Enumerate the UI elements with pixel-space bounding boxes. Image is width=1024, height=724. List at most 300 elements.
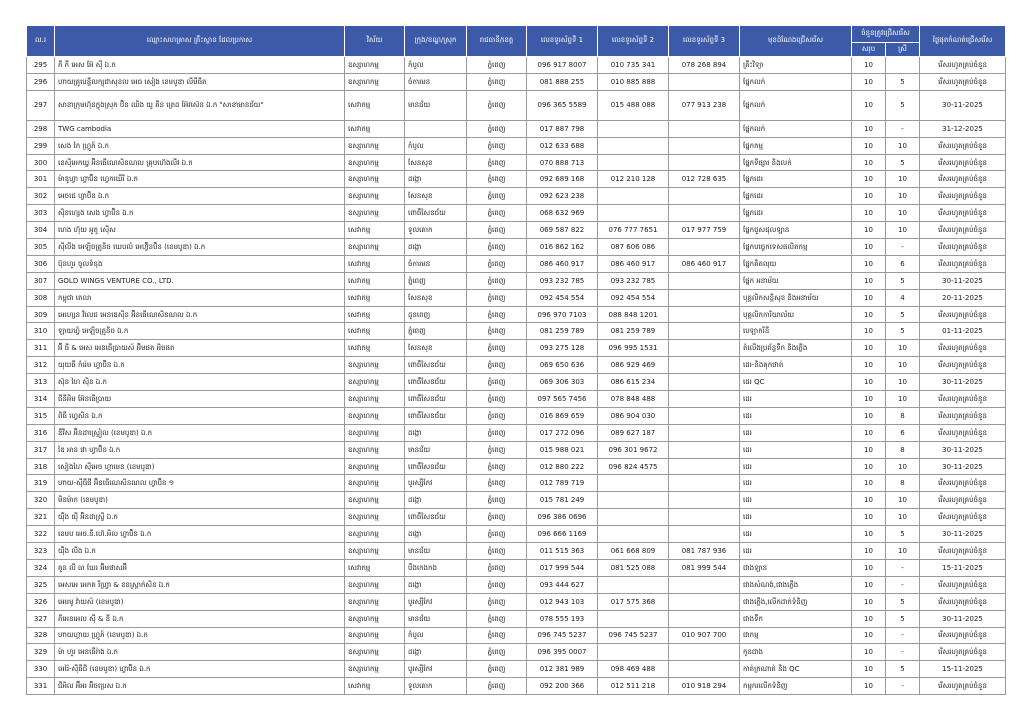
cell-province: ភ្នំពេញ (467, 593, 527, 610)
cell-province: ភ្នំពេញ (467, 576, 527, 593)
cell-name: GOLD WINGS VENTURE CO., LTD. (55, 272, 345, 289)
cell-no: 299 (27, 137, 55, 154)
cell-phone2 (598, 137, 669, 154)
cell-female: - (886, 559, 920, 576)
cell-deadline: រើសរហូតគ្រប់ចំនួន (920, 340, 1006, 357)
cell-district: ពោធិ៍សែនជ័យ (405, 205, 467, 222)
cell-female: 10 (886, 391, 920, 408)
cell-phone1: 017 272 096 (527, 424, 598, 441)
cell-deadline: រើសរហូតគ្រប់ចំនួន (920, 475, 1006, 492)
cell-female: 10 (886, 340, 920, 357)
table-row (27, 154, 1006, 171)
cell-district: ពោធិ៍សែនជ័យ (405, 509, 467, 526)
cell-phone3 (669, 323, 740, 340)
cell-name: ឌៃ អាន ផា ហ្វាប៊ិន ឯ.ក (55, 441, 345, 458)
cell-phone1: 069 306 303 (527, 374, 598, 391)
cell-no: 313 (27, 374, 55, 391)
table-row (27, 407, 1006, 424)
cell-name: ហេង ហ៊ុយ អូតូ ស៊ើស (55, 222, 345, 239)
cell-position: ដេរ (740, 543, 852, 560)
header-total: សរុប (852, 43, 886, 57)
cell-phone3: 078 268 894 (669, 57, 740, 74)
cell-sector: ឧស្សាហកម្ម (345, 374, 405, 391)
cell-name: ម៉ាឌូហ្វា ហ្វាប៊ិន ហ្វេកឃើរី ឯ.ក (55, 171, 345, 188)
cell-deadline: រើសរហូតគ្រប់ចំនួន (920, 644, 1006, 661)
cell-position: កម្មករលើកទំនិញ (740, 678, 852, 695)
cell-phone1: 096 745 5237 (527, 627, 598, 644)
cell-phone1: 093 444 627 (527, 576, 598, 593)
cell-name: អេមមូ វ៉ាយស៍ (ខេមបូឌា) (55, 593, 345, 610)
cell-total: 10 (852, 90, 886, 120)
cell-deadline: 30-11-2025 (920, 526, 1006, 543)
cell-position: ដេរ QC (740, 374, 852, 391)
cell-deadline: រើសរហូតគ្រប់ចំនួន (920, 255, 1006, 272)
cell-phone2: 086 929 469 (598, 357, 669, 374)
cell-female: 5 (886, 272, 920, 289)
cell-total: 10 (852, 272, 886, 289)
cell-phone2: 010 735 341 (598, 57, 669, 74)
table-row (27, 222, 1006, 239)
cell-district: មានជ័យ (405, 543, 467, 560)
cell-phone3 (669, 374, 740, 391)
cell-position: កូនជាង (740, 644, 852, 661)
cell-name: អេសអេ អេកត រីហ្វ្រា & ខនស្ត្រាក់សិន ឯ.ក (55, 576, 345, 593)
cell-deadline: រើសរហូតគ្រប់ចំនួន (920, 222, 1006, 239)
cell-no: 300 (27, 154, 55, 171)
cell-position: ជាងឡាន (740, 559, 852, 576)
cell-name: ហាយគ្រូបេន្ទីលក្សុជាសុខល អេធ សៀង ខេមបូឌា លីមីធីត (55, 73, 345, 90)
cell-sector: សេវាកម្ម (345, 120, 405, 137)
header-name: ឈ្មោះសហគ្រាស គ្រឹះស្ថាន ដែលប្រកាស (55, 26, 345, 57)
cell-sector: ឧស្សាហកម្ម (345, 73, 405, 90)
cell-position: បេឡាករិនី (740, 323, 852, 340)
cell-no: 296 (27, 73, 55, 90)
cell-phone1: 012 633 688 (527, 137, 598, 154)
cell-total: 10 (852, 407, 886, 424)
cell-name: ខេស៊ីអេកឃ្វ អ៊ិនធើណេសិនណល គ្រុបហ៊េងលីវ ឯ.ក (55, 154, 345, 171)
cell-sector: ឧស្សាហកម្ម (345, 543, 405, 560)
cell-no: 322 (27, 526, 55, 543)
cell-phone3 (669, 407, 740, 424)
cell-phone2: 061 668 809 (598, 543, 669, 560)
cell-no: 318 (27, 458, 55, 475)
cell-female: 10 (886, 222, 920, 239)
cell-position: ផ្នែកដេរ (740, 171, 852, 188)
cell-phone3: 010 907 700 (669, 627, 740, 644)
cell-sector: ឧស្សាហកម្ម (345, 644, 405, 661)
table-row (27, 627, 1006, 644)
cell-female: 10 (886, 171, 920, 188)
cell-phone3: 010 918 294 (669, 678, 740, 695)
table-row (27, 661, 1006, 678)
cell-total: 10 (852, 610, 886, 627)
table-row (27, 357, 1006, 374)
cell-phone1: 012 943 103 (527, 593, 598, 610)
cell-phone1: 092 200 366 (527, 678, 598, 695)
cell-district: កំបូល (405, 137, 467, 154)
cell-phone1: 070 888 713 (527, 154, 598, 171)
cell-name: ម៉ា ហួរ អេនធើរ៉ាង ឯ.ក (55, 644, 345, 661)
cell-phone1: 069 587 822 (527, 222, 598, 239)
cell-province: ភ្នំពេញ (467, 424, 527, 441)
cell-female: 5 (886, 661, 920, 678)
cell-phone2: 086 615 234 (598, 374, 669, 391)
cell-no: 321 (27, 509, 55, 526)
cell-phone2 (598, 120, 669, 137)
cell-province: ភ្នំពេញ (467, 407, 527, 424)
cell-province: ភ្នំពេញ (467, 357, 527, 374)
cell-district: ពោធិ៍សែនជ័យ (405, 407, 467, 424)
cell-deadline: 30-11-2025 (920, 441, 1006, 458)
cell-deadline: រើសរហូតគ្រប់ចំនួន (920, 73, 1006, 90)
cell-sector: ឧស្សាហកម្ម (345, 205, 405, 222)
cell-deadline: រើសរហូតគ្រប់ចំនួន (920, 171, 1006, 188)
cell-sector: សេវាកម្ម (345, 222, 405, 239)
table-row (27, 644, 1006, 661)
cell-female: - (886, 678, 920, 695)
header-province: រាជធានី/ខេត្ត (467, 26, 527, 57)
cell-total: 10 (852, 73, 886, 90)
cell-phone3 (669, 475, 740, 492)
cell-female: 10 (886, 137, 920, 154)
header-phone2: លេខទូរស័ព្ទទី 2 (598, 26, 669, 57)
cell-sector: ឧស្សាហកម្ម (345, 441, 405, 458)
cell-no: 298 (27, 120, 55, 137)
cell-phone2 (598, 188, 669, 205)
table-row (27, 120, 1006, 137)
cell-phone3 (669, 340, 740, 357)
cell-deadline: រើសរហូតគ្រប់ចំនួន (920, 188, 1006, 205)
cell-phone3 (669, 644, 740, 661)
cell-phone2: 096 301 9672 (598, 441, 669, 458)
cell-no: 310 (27, 323, 55, 340)
cell-phone1: 081 888 255 (527, 73, 598, 90)
cell-total: 10 (852, 678, 886, 695)
cell-province: ភ្នំពេញ (467, 391, 527, 408)
cell-province: ភ្នំពេញ (467, 475, 527, 492)
cell-female: - (886, 576, 920, 593)
cell-name: ឌីវីស អ៊ិនដាស្ទ្រៀល (ខេមបូឌា) ឯ.ក (55, 424, 345, 441)
cell-name: យ៉ឺង យ៉ី អ៊ិនដាស្ទ្រី ឯ.ក (55, 509, 345, 526)
header-position: មុខដំណែងជ្រើសរើស (740, 26, 852, 57)
cell-phone3 (669, 73, 740, 90)
cell-deadline: 30-11-2025 (920, 272, 1006, 289)
cell-position: ផ្នែកលក់ (740, 120, 852, 137)
cell-name: ប៊ុនហួរ ចូលទំនុង (55, 255, 345, 272)
cell-position: ដេរ (740, 391, 852, 408)
cell-province: ភ្នំពេញ (467, 171, 527, 188)
cell-phone3 (669, 492, 740, 509)
cell-name: យុយធី កំរ៉េម ហ្វាប៊ិន ឯ.ក (55, 357, 345, 374)
cell-name: អេរ៉ៃ-ស៊ីធីជី (ខេមបូឌា) ហ្វាប៊ិន ឯ.ក (55, 661, 345, 678)
cell-phone2: 078 848 488 (598, 391, 669, 408)
cell-total: 10 (852, 120, 886, 137)
cell-phone3 (669, 576, 740, 593)
cell-deadline: រើសរហូតគ្រប់ចំនួន (920, 57, 1006, 74)
cell-total: 10 (852, 526, 886, 543)
cell-phone2: 017 575 368 (598, 593, 669, 610)
cell-phone3: 081 999 544 (669, 559, 740, 576)
cell-no: 315 (27, 407, 55, 424)
cell-phone2: 081 525 088 (598, 559, 669, 576)
cell-position: ដេរ (740, 407, 852, 424)
cell-sector: ឧស្សាហកម្ម (345, 593, 405, 610)
cell-sector: សេវាកម្ម (345, 272, 405, 289)
cell-district: សែនសុខ (405, 289, 467, 306)
table-row (27, 239, 1006, 256)
cell-phone3 (669, 458, 740, 475)
table-row (27, 323, 1006, 340)
cell-sector: សេវាកម្ម (345, 306, 405, 323)
cell-phone2: 012 511 218 (598, 678, 669, 695)
cell-total: 10 (852, 424, 886, 441)
table-row (27, 90, 1006, 120)
table-row (27, 391, 1006, 408)
cell-female: 10 (886, 374, 920, 391)
table-row (27, 374, 1006, 391)
cell-sector: ឧស្សាហកម្ម (345, 357, 405, 374)
table-row (27, 492, 1006, 509)
cell-deadline: រើសរហូតគ្រប់ចំនួន (920, 627, 1006, 644)
cell-district: ពោធិ៍សែនជ័យ (405, 458, 467, 475)
cell-province: ភ្នំពេញ (467, 73, 527, 90)
cell-district: មានជ័យ (405, 610, 467, 627)
cell-female: 6 (886, 255, 920, 272)
cell-province: ភ្នំពេញ (467, 559, 527, 576)
cell-phone2 (598, 526, 669, 543)
cell-position: ដេរ (740, 424, 852, 441)
cell-phone2: 015 488 088 (598, 90, 669, 120)
cell-sector: សេវាកម្ម (345, 90, 405, 120)
cell-name: ឡាយហ្វ៍ អេឡិចត្រូនិច ឯ.ក (55, 323, 345, 340)
cell-district: ពោធិ៍សែនជ័យ (405, 391, 467, 408)
cell-province: ភ្នំពេញ (467, 543, 527, 560)
cell-total: 10 (852, 593, 886, 610)
cell-phone1: 012 789 719 (527, 475, 598, 492)
cell-position: ផ្នែកទីផ្សារ និងលក់ (740, 154, 852, 171)
cell-female: 10 (886, 458, 920, 475)
cell-sector: ឧស្សាហកម្ម (345, 391, 405, 408)
cell-no: 308 (27, 289, 55, 306)
cell-district: ទួលគោក (405, 678, 467, 695)
cell-district: សែនសុខ (405, 188, 467, 205)
cell-position: ដេរ (740, 441, 852, 458)
table-row (27, 188, 1006, 205)
cell-deadline: រើសរហូតគ្រប់ចំនួន (920, 509, 1006, 526)
table-row (27, 73, 1006, 90)
cell-female (886, 57, 920, 74)
cell-province: ភ្នំពេញ (467, 272, 527, 289)
cell-phone3 (669, 661, 740, 678)
cell-phone2 (598, 205, 669, 222)
cell-district: ដង្កោ (405, 644, 467, 661)
cell-district: កំបូល (405, 627, 467, 644)
cell-position: ជាកម្ម (740, 627, 852, 644)
cell-total: 10 (852, 357, 886, 374)
cell-female: 5 (886, 593, 920, 610)
cell-no: 297 (27, 90, 55, 120)
cell-total: 10 (852, 255, 886, 272)
cell-total: 10 (852, 222, 886, 239)
cell-phone1: 012 381 989 (527, 661, 598, 678)
cell-total: 10 (852, 458, 886, 475)
cell-female: - (886, 239, 920, 256)
cell-province: ភ្នំពេញ (467, 120, 527, 137)
cell-sector: ឧស្សាហកម្ម (345, 509, 405, 526)
cell-district: បូរស្សីកែវ (405, 475, 467, 492)
cell-no: 304 (27, 222, 55, 239)
cell-female: - (886, 627, 920, 644)
cell-sector: ឧស្សាហកម្ម (345, 188, 405, 205)
cell-name: ពិធី ហ្វេសិន ឯ.ក (55, 407, 345, 424)
table-row (27, 593, 1006, 610)
cell-phone2 (598, 154, 669, 171)
cell-female: 8 (886, 407, 920, 424)
cell-female: 8 (886, 441, 920, 458)
cell-district: បូរស្សីកែវ (405, 593, 467, 610)
cell-district: ដង្កោ (405, 526, 467, 543)
cell-sector: ឧស្សាហកម្ម (345, 492, 405, 509)
cell-phone3 (669, 120, 740, 137)
table-row (27, 289, 1006, 306)
table-row (27, 340, 1006, 357)
cell-name: ស៊ិនហ្សេង សេង ហ្វាប៊ិន ឯ.ក (55, 205, 345, 222)
cell-sector: ឧស្សាហកម្ម (345, 610, 405, 627)
cell-no: 303 (27, 205, 55, 222)
cell-position: គ្រឹះវិទ្យា (740, 57, 852, 74)
cell-female: 5 (886, 154, 920, 171)
cell-phone1: 092 623 238 (527, 188, 598, 205)
cell-female: 10 (886, 509, 920, 526)
cell-phone1: 086 460 917 (527, 255, 598, 272)
header-no: ល.រ (27, 26, 55, 57)
cell-no: 305 (27, 239, 55, 256)
cell-sector: ឧស្សាហកម្ម (345, 239, 405, 256)
cell-no: 309 (27, 306, 55, 323)
cell-deadline: រើសរហូតគ្រប់ចំនួន (920, 424, 1006, 441)
cell-phone2 (598, 509, 669, 526)
cell-name: អេចជេ ហ្វាប៊ិន ឯ.ក (55, 188, 345, 205)
cell-province: ភ្នំពេញ (467, 154, 527, 171)
cell-phone2: 086 460 917 (598, 255, 669, 272)
cell-name: ភី ភី អេស អ៊ែ ស៊ី ឯ.ក (55, 57, 345, 74)
cell-sector: ឧស្សាហកម្ម (345, 661, 405, 678)
cell-phone1: 097 565 7456 (527, 391, 598, 408)
cell-total: 10 (852, 323, 886, 340)
cell-position: ដេរ (740, 526, 852, 543)
cell-name: អេហ្សេន វិលេជ អេនឌេស៊ីន អ៊ិនធើណេសិនណល ឯ.ក (55, 306, 345, 323)
cell-district: ពោធិ៍សែនជ័យ (405, 357, 467, 374)
table-row (27, 441, 1006, 458)
cell-district: ទួលគោក (405, 222, 467, 239)
cell-sector: សេវាកម្ម (345, 678, 405, 695)
cell-province: ភ្នំពេញ (467, 188, 527, 205)
cell-sector: ឧស្សាហកម្ម (345, 424, 405, 441)
cell-female: - (886, 120, 920, 137)
cell-total: 10 (852, 171, 886, 188)
cell-no: 325 (27, 576, 55, 593)
cell-phone2: 096 995 1531 (598, 340, 669, 357)
cell-total: 10 (852, 289, 886, 306)
cell-deadline: រើសរហូតគ្រប់ចំនួន (920, 137, 1006, 154)
cell-name: TWG cambodia (55, 120, 345, 137)
cell-province: ភ្នំពេញ (467, 239, 527, 256)
cell-position: ដេរ-និងគុកថាត់ (740, 357, 852, 374)
cell-sector: ឧស្សាហកម្ម (345, 576, 405, 593)
cell-province: ភ្នំពេញ (467, 306, 527, 323)
header-deadline: ថ្ងៃផុតកំណត់ជ្រើសរើស (920, 26, 1006, 57)
cell-phone2: 076 777 7651 (598, 222, 669, 239)
cell-total: 10 (852, 137, 886, 154)
cell-phone3 (669, 289, 740, 306)
cell-sector: ឧស្សាហកម្ម (345, 57, 405, 74)
cell-province: ភ្នំពេញ (467, 492, 527, 509)
cell-deadline: រើសរហូតគ្រប់ចំនួន (920, 407, 1006, 424)
cell-phone3 (669, 526, 740, 543)
cell-province: ភ្នំពេញ (467, 90, 527, 120)
cell-sector: ឧស្សាហកម្ម (345, 407, 405, 424)
table-row (27, 306, 1006, 323)
cell-female: - (886, 644, 920, 661)
cell-position: តំលើងប្រព័ន្ធទឹក និងភ្លើង (740, 340, 852, 357)
cell-sector: ឧស្សាហកម្ម (345, 526, 405, 543)
cell-district: មានជ័យ (405, 90, 467, 120)
header-sector: វិស័យ (345, 26, 405, 57)
cell-sector: សេវាកម្ម (345, 323, 405, 340)
cell-phone3 (669, 610, 740, 627)
cell-province: ភ្នំពេញ (467, 374, 527, 391)
cell-sector: ឧស្សាហកម្ម (345, 627, 405, 644)
header-district: ក្រុង/ខណ្ឌ/ស្រុក (405, 26, 467, 57)
cell-deadline: រើសរហូតគ្រប់ចំនួន (920, 391, 1006, 408)
cell-deadline: រើសរហូតគ្រប់ចំនួន (920, 543, 1006, 560)
cell-phone3 (669, 239, 740, 256)
cell-phone2 (598, 644, 669, 661)
cell-total: 10 (852, 188, 886, 205)
cell-female: 10 (886, 357, 920, 374)
cell-province: ភ្នំពេញ (467, 678, 527, 695)
cell-total: 10 (852, 441, 886, 458)
cell-phone1: 093 232 785 (527, 272, 598, 289)
cell-phone2 (598, 610, 669, 627)
cell-district: ពោធិ៍សែនជ័យ (405, 374, 467, 391)
cell-total: 10 (852, 306, 886, 323)
cell-name: សៀងហៃ ស៊ីអេច ហ្គាមេន (ខេមបូឌា) (55, 458, 345, 475)
cell-female: 5 (886, 323, 920, 340)
cell-no: 317 (27, 441, 55, 458)
cell-position: ដេរ (740, 458, 852, 475)
cell-no: 301 (27, 171, 55, 188)
table-row (27, 509, 1006, 526)
cell-phone3: 081 787 936 (669, 543, 740, 560)
cell-phone3 (669, 306, 740, 323)
cell-total: 10 (852, 509, 886, 526)
cell-no: 324 (27, 559, 55, 576)
cell-phone2: 089 627 187 (598, 424, 669, 441)
cell-deadline: 15-11-2025 (920, 661, 1006, 678)
cell-province: ភ្នំពេញ (467, 661, 527, 678)
cell-phone3 (669, 137, 740, 154)
cell-name: ហាយ-ស៊ីធីជី អ៊ិនធើណេសិនណល ហ្វាប៊ិន ១ (55, 475, 345, 492)
table-row (27, 171, 1006, 188)
cell-province: ភ្នំពេញ (467, 340, 527, 357)
cell-position: ផ្នែកដេរ (740, 205, 852, 222)
cell-female: 5 (886, 526, 920, 543)
cell-no: 320 (27, 492, 55, 509)
cell-no: 307 (27, 272, 55, 289)
table-body (27, 57, 1006, 695)
table-row (27, 205, 1006, 222)
